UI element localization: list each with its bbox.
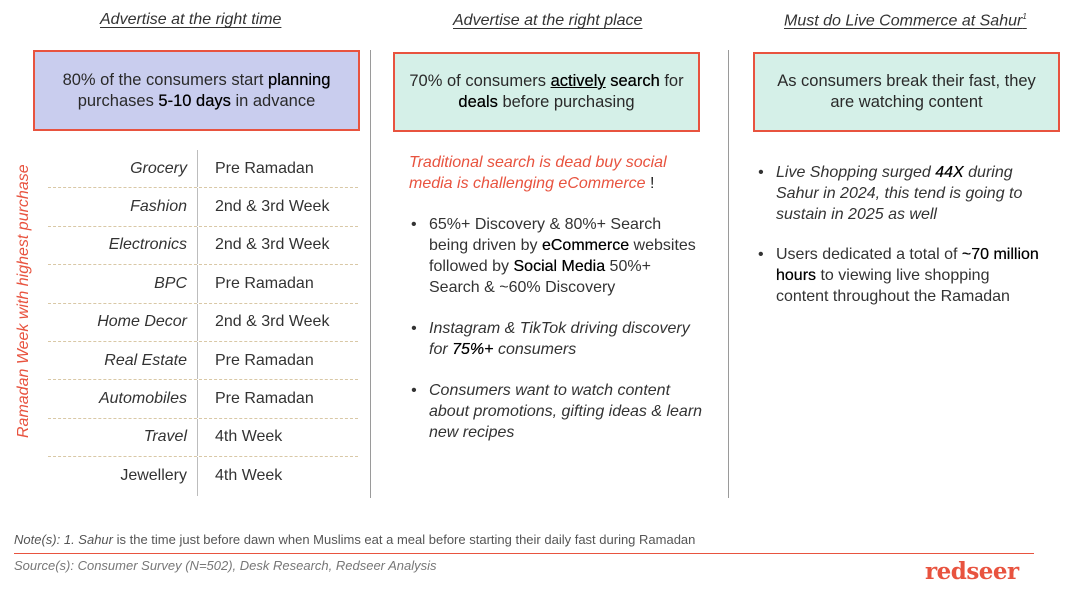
col1-box-bold-planning: planning xyxy=(268,70,331,89)
footnote-marker: 1 xyxy=(1022,12,1027,21)
col2-box-text-b: for xyxy=(659,72,684,90)
vertical-axis-label: Ramadan Week with highest purchase xyxy=(15,164,32,438)
col1-box-text-b: purchases xyxy=(77,91,159,110)
table-row xyxy=(48,150,358,188)
col3-heading xyxy=(784,12,1027,30)
category-cell: Automobiles xyxy=(48,380,198,417)
col2-red-line2: media is challenging eCommerce xyxy=(409,175,646,192)
week-cell: Pre Ramadan xyxy=(215,351,314,369)
list-item xyxy=(409,380,704,443)
week-cell: 2nd & 3rd Week xyxy=(215,313,330,331)
footnote xyxy=(14,532,695,547)
col2-red-line1: Traditional search is dead buy social xyxy=(409,154,667,171)
bullet-text: Live Shopping surged xyxy=(776,164,936,181)
col2-bullet-list xyxy=(409,214,704,443)
category-cell: Fashion xyxy=(48,188,198,225)
bullet-text: websites followed by xyxy=(429,237,696,275)
column-divider-2 xyxy=(728,50,729,498)
week-cell: 4th Week xyxy=(215,467,283,485)
bullet-bold: 75%+ xyxy=(452,341,494,358)
category-cell: Electronics xyxy=(48,227,198,264)
col2-heading: Advertise at the right place xyxy=(453,12,643,29)
list-item xyxy=(409,318,704,360)
category-cell: Real Estate xyxy=(48,342,198,379)
bullet-text: Consumers want to watch content about promotions, gifting ideas & learn new recipes xyxy=(429,382,703,441)
col3-heading-text: Must do Live Commerce at Sahur xyxy=(784,12,1023,30)
bullet-bold: Social Media xyxy=(513,258,606,275)
week-cell: Pre Ramadan xyxy=(215,159,314,177)
list-item xyxy=(756,244,1046,307)
footer-divider xyxy=(14,553,1034,554)
col3-bullet-list xyxy=(756,162,1046,307)
purchase-week-table xyxy=(48,150,358,496)
table-row xyxy=(48,188,358,226)
category-cell: Home Decor xyxy=(48,304,198,341)
bullet-bold: ~70 million hours xyxy=(776,246,1039,284)
week-cell: 2nd & 3rd Week xyxy=(215,236,330,254)
col2-summary-box xyxy=(393,52,700,132)
bullet-text: to viewing live shopping content throughout the Ramadan xyxy=(776,267,1010,305)
col2-box-bold-search: search xyxy=(610,72,660,90)
table-row xyxy=(48,304,358,342)
bullet-text: 65%+ Discovery & 80%+ Search being driven by xyxy=(429,216,662,254)
footnote-prefix: Note(s): 1. Sahur xyxy=(14,532,117,547)
bullet-text: during Sahur in 2024, this tend is going to sustain in 2025 as well xyxy=(776,164,1023,223)
table-row xyxy=(48,227,358,265)
col2-box-bold-deals: deals xyxy=(458,93,498,111)
footnote-body: is the time just before dawn when Muslims eat a meal before starting their daily fast during Ramadan xyxy=(116,532,696,547)
redseer-logo: redseer xyxy=(925,558,1019,585)
col2-box-bold-actively: actively xyxy=(550,72,606,90)
bullet-bold: eCommerce xyxy=(541,237,630,254)
week-cell: Pre Ramadan xyxy=(215,274,314,292)
bullet-bold: 44X xyxy=(935,164,964,181)
source-line: Source(s): Consumer Survey (N=502), Desk Research, Redseer Analysis xyxy=(14,558,437,573)
week-cell: 2nd & 3rd Week xyxy=(215,198,330,216)
bullet-text: 50%+ Search & ~60% Discovery xyxy=(429,258,651,296)
col2-highlight-statement xyxy=(409,152,699,194)
category-cell: Jewellery xyxy=(48,457,198,495)
list-item xyxy=(756,162,1046,225)
col2-box-text-a: 70% of consumers xyxy=(409,72,551,90)
bullet-text: Instagram & TikTok driving discovery for xyxy=(429,320,690,358)
category-cell: Grocery xyxy=(48,150,198,187)
category-cell: BPC xyxy=(48,265,198,302)
table-row xyxy=(48,342,358,380)
list-item xyxy=(409,214,704,298)
table-row xyxy=(48,419,358,457)
table-row xyxy=(48,380,358,418)
week-cell: 4th Week xyxy=(215,428,283,446)
table-row xyxy=(48,457,358,495)
category-cell: Travel xyxy=(48,419,198,456)
week-cell: Pre Ramadan xyxy=(215,390,314,408)
col2-box-text-c: before purchasing xyxy=(497,93,635,111)
col1-box-text-c: in advance xyxy=(230,91,316,110)
col1-box-text-a: 80% of the consumers start xyxy=(62,70,269,89)
col1-heading: Advertise at the right time xyxy=(100,11,282,28)
col3-summary-box xyxy=(753,52,1060,132)
col1-summary-box xyxy=(33,50,360,131)
bullet-text: Users dedicated a total of xyxy=(776,246,962,263)
col1-box-bold-days: 5-10 days xyxy=(158,91,231,110)
col2-red-end: ! xyxy=(645,175,655,192)
bullet-text: consumers xyxy=(493,341,577,358)
col3-box-text: As consumers break their fast, they are watching content xyxy=(777,72,1036,111)
column-divider-1 xyxy=(370,50,371,498)
table-row xyxy=(48,265,358,303)
